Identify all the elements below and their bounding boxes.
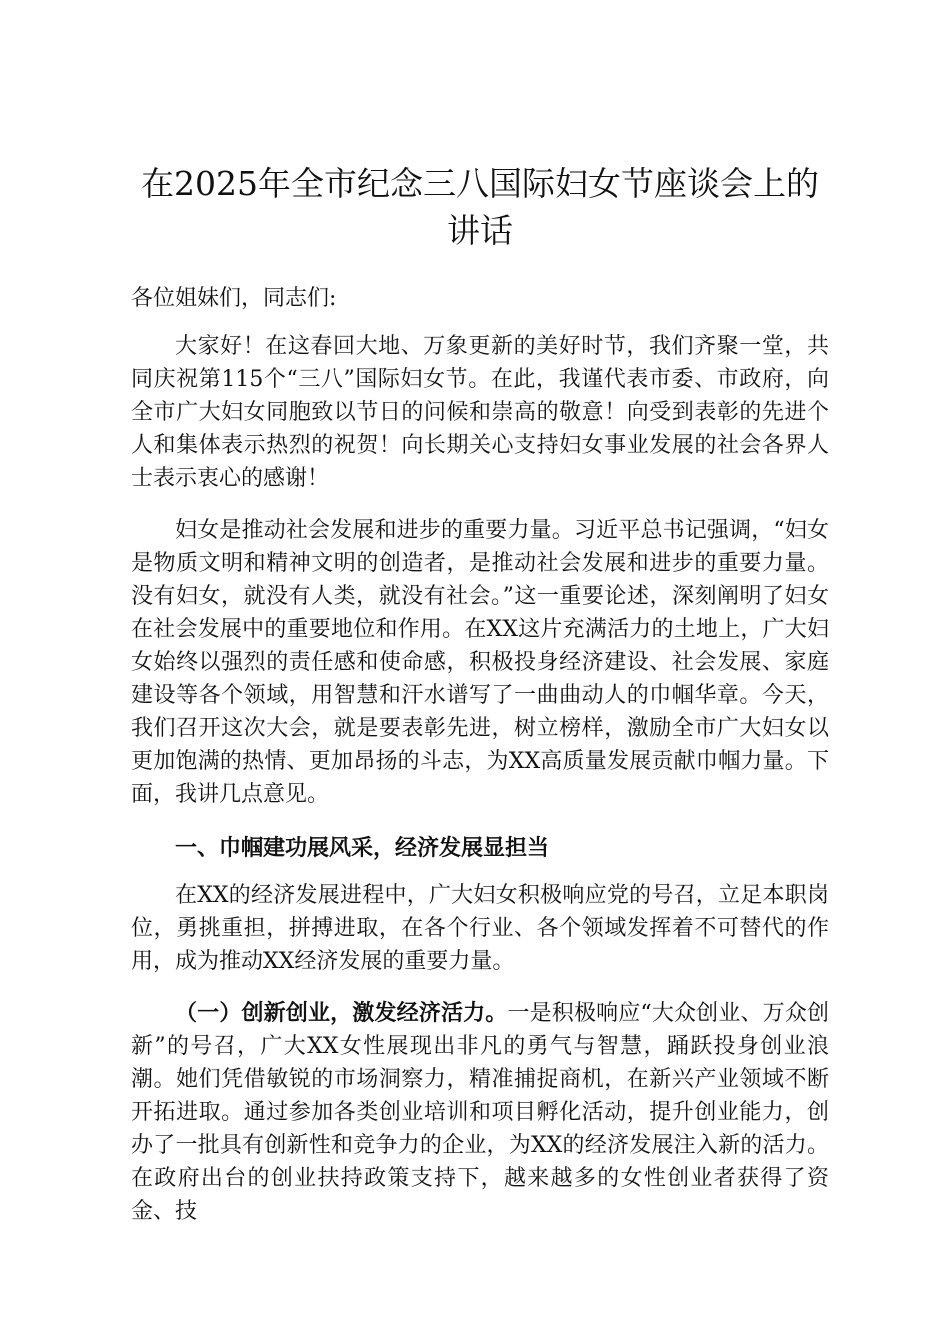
salutation: 各位姐妹们，同志们: [131,286,337,311]
paragraph-innovation [131,997,829,1228]
subsection-heading-1: （一）创新创业，激发经济活力。 [175,1000,508,1026]
section-heading-1: 一、巾帼建功展风采，经济发展显担当 [175,835,550,861]
document-title: 在2025年全市纪念三八国际妇女节座谈会上的讲话 [141,164,819,250]
paragraph-women-role: 妇女是推动社会发展和进步的重要力量。习近平总书记强调，“妇女是物质文明和精神文明的创造者，是推动社会发展和进步的重要力量。没有妇女，就没有人类，就没有社会。”这一重要论述，深刻阐明了妇女在社会发展中的重要地位和作用。在XX这片充满活力的土地上，广大妇女始终以强烈的责任感和使命感，积极投身经济建设、社会发展、家庭建设等各个领域，用智慧和汗水谱写了一曲曲动人的巾帼华章。今天，我们召开这次大会，就是要表彰先进，树立榜样，激励全市广大妇女以更加饱满的热情、更加昂扬的斗志，为XX高质量发展贡献巾帼力量。下面，我讲几点意见。 [131,518,829,807]
paragraph-innovation-body: 一是积极响应“大众创业、万众创新”的号召，广大XX女性展现出非凡的勇气与智慧，踊跃投身创业浪潮。她们凭借敏锐的市场洞察力，精准捕捉商机，在新兴产业领域不断开拓进取。通过参加各类创业培训和项目孵化活动，提升创业能力，创办了一批具有创新性和竞争力的企业，为XX的经济发展注入新的活力。在政府出台的创业扶持政策支持下，越来越多的女性创业者获得了资金、技 [131,1001,829,1224]
document-page [131,160,829,1228]
paragraph-greeting: 大家好！在这春回大地、万象更新的美好时节，我们齐聚一堂，共同庆祝第115个“三八”国际妇女节。在此，我谨代表市委、市政府，向全市广大妇女同胞致以节日的问候和崇高的敬意！向受到表彰的先进个人和集体表示热烈的祝贺！向长期关心支持妇女事业发展的社会各界人士表示衷心的感谢！ [131,334,829,491]
paragraph-economic-intro: 在XX的经济发展进程中，广大妇女积极响应党的号召，立足本职岗位，勇挑重担，拼搏进取，在各个行业、各个领域发挥着不可替代的作用，成为推动XX经济发展的重要力量。 [131,883,829,974]
